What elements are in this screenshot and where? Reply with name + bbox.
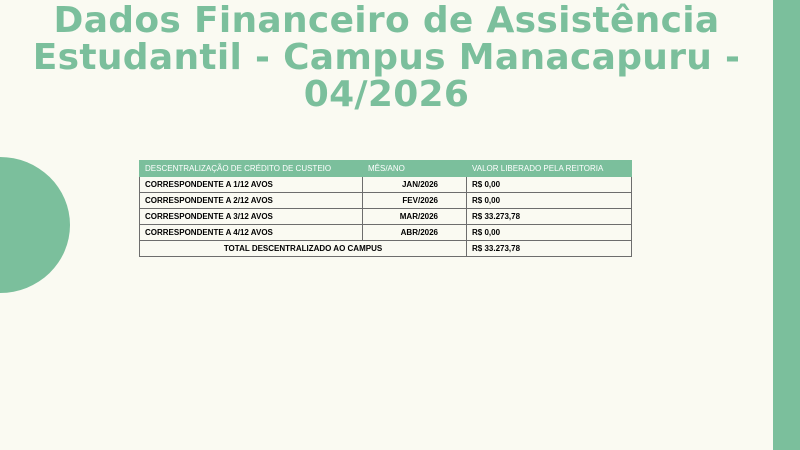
- table-header-row: [140, 161, 632, 177]
- header-description: DESCENTRALIZAÇÃO DE CRÉDITO DE CUSTEIO: [140, 161, 363, 177]
- title-line-3: 04/2026: [303, 74, 470, 115]
- row-month: FEV/2026: [363, 193, 467, 209]
- table-row: [140, 225, 632, 241]
- row-value: R$ 0,00: [467, 225, 632, 241]
- total-label: TOTAL DESCENTRALIZADO AO CAMPUS: [140, 241, 467, 257]
- row-description: CORRESPONDENTE A 2/12 AVOS: [140, 193, 363, 209]
- table-row: [140, 177, 632, 193]
- page-title: [0, 0, 773, 113]
- row-value: R$ 0,00: [467, 177, 632, 193]
- total-row: [140, 241, 632, 257]
- financial-table: [139, 160, 632, 257]
- row-value: R$ 0,00: [467, 193, 632, 209]
- right-accent-bar: [773, 0, 800, 450]
- row-description: CORRESPONDENTE A 1/12 AVOS: [140, 177, 363, 193]
- decorative-circle: [0, 157, 70, 293]
- row-description: CORRESPONDENTE A 3/12 AVOS: [140, 209, 363, 225]
- total-value: R$ 33.273,78: [467, 241, 632, 257]
- header-value: VALOR LIBERADO PELA REITORIA: [467, 161, 632, 177]
- row-month: ABR/2026: [363, 225, 467, 241]
- title-line-1: Dados Financeiro de Assistência: [53, 0, 720, 41]
- header-month-year: MÊS/ANO: [363, 161, 467, 177]
- row-value: R$ 33.273,78: [467, 209, 632, 225]
- row-month: MAR/2026: [363, 209, 467, 225]
- row-month: JAN/2026: [363, 177, 467, 193]
- table-row: [140, 193, 632, 209]
- table-row: [140, 209, 632, 225]
- row-description: CORRESPONDENTE A 4/12 AVOS: [140, 225, 363, 241]
- title-line-2: Estudantil - Campus Manacapuru -: [32, 37, 741, 78]
